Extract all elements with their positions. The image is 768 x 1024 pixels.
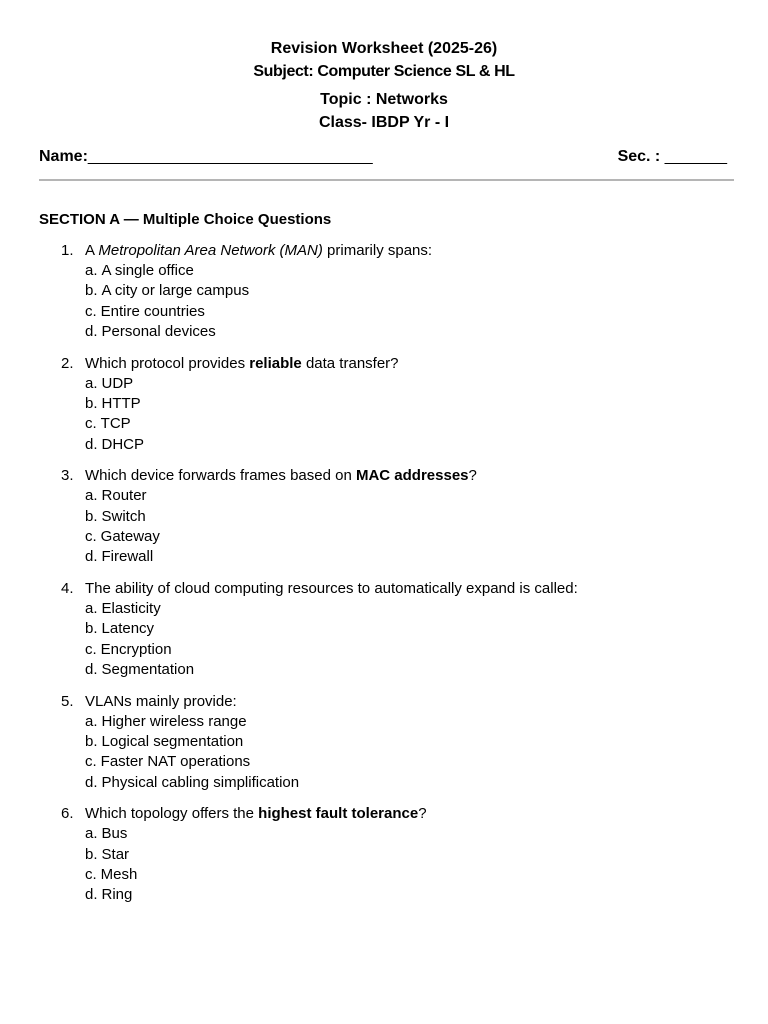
question-item [39, 465, 729, 568]
question-emphasis: MAC addresses [355, 467, 469, 485]
option-label: d. [85, 323, 98, 341]
answer-option[interactable] [85, 824, 729, 844]
sec-blank[interactable]: _______ [664, 148, 727, 165]
question-number: 3. [61, 467, 74, 485]
sec-label: Sec. : [617, 148, 661, 165]
answer-option[interactable] [85, 394, 729, 414]
option-text: UDP [101, 374, 134, 392]
answer-option[interactable] [85, 773, 729, 793]
option-text: Faster NAT operations [100, 753, 251, 771]
answer-option[interactable] [85, 712, 729, 732]
question-suffix: ? [418, 805, 427, 823]
question-prefix: Which topology offers the [85, 805, 259, 823]
option-label: a. [85, 825, 98, 843]
question-prefix: VLANs mainly provide: [85, 692, 237, 710]
option-label: d. [85, 886, 98, 904]
question-number: 6. [61, 805, 74, 823]
question-item [39, 803, 729, 906]
question-number: 2. [61, 354, 74, 372]
option-text: Segmentation [101, 661, 195, 679]
answer-option[interactable] [85, 885, 729, 905]
question-prefix: A [85, 242, 99, 259]
option-text: A single office [101, 262, 194, 279]
worksheet-title: Revision Worksheet (2025-26) [270, 40, 498, 57]
question-number: 1. [61, 242, 74, 259]
question-number: 5. [61, 692, 74, 710]
question-item [39, 578, 729, 681]
option-label: a. [85, 374, 98, 392]
option-text: Star [101, 845, 130, 863]
answer-option[interactable] [85, 507, 729, 527]
option-label: c. [85, 415, 97, 433]
answer-option[interactable] [85, 845, 729, 865]
option-text: TCP [100, 415, 131, 433]
option-text: Higher wireless range [101, 712, 247, 730]
option-text: DHCP [101, 435, 145, 453]
option-label: d. [85, 773, 98, 791]
option-label: b. [85, 282, 98, 300]
answer-option[interactable] [85, 281, 729, 301]
subject-line: Subject: Computer Science SL & HL [253, 63, 515, 80]
option-text: Ring [101, 886, 133, 904]
question-text [85, 578, 729, 599]
answer-option[interactable] [85, 732, 729, 752]
option-label: b. [85, 620, 98, 638]
name-field[interactable] [39, 146, 373, 168]
question-emphasis: highest fault tolerance [258, 805, 419, 823]
option-label: a. [85, 262, 98, 279]
option-label: d. [85, 435, 98, 453]
answer-option[interactable] [85, 599, 729, 619]
question-item [39, 691, 729, 794]
question-emphasis: Metropolitan Area Network (MAN) [98, 242, 323, 259]
topic-line: Topic : Networks [320, 91, 448, 108]
question-suffix: primarily spans: [322, 242, 433, 259]
option-label: c. [85, 302, 97, 320]
option-text: Firewall [101, 548, 154, 566]
question-prefix: The ability of cloud computing resources to automatically expand is called: [85, 579, 578, 597]
option-text: A city or large campus [101, 282, 250, 300]
option-text: Logical segmentation [101, 732, 244, 750]
answer-option[interactable] [85, 527, 729, 547]
answer-option[interactable] [85, 374, 729, 394]
option-text: Personal devices [101, 323, 216, 341]
question-text [85, 803, 729, 824]
question-prefix: Which device forwards frames based on [85, 467, 356, 485]
option-label: b. [85, 845, 98, 863]
question-number: 4. [61, 579, 74, 597]
option-label: d. [85, 661, 98, 679]
header-divider [39, 179, 734, 181]
option-label: c. [85, 528, 97, 546]
question-text [85, 465, 729, 486]
answer-option[interactable] [85, 660, 729, 680]
question-text [85, 353, 729, 374]
answer-option[interactable] [85, 322, 729, 342]
answer-option[interactable] [85, 302, 729, 322]
option-text: Gateway [100, 528, 160, 546]
question-list [39, 240, 729, 916]
answer-option[interactable] [85, 640, 729, 660]
option-text: Switch [101, 507, 146, 525]
option-text: Entire countries [100, 302, 205, 320]
option-text: Encryption [100, 640, 172, 658]
question-suffix: ? [468, 467, 477, 485]
option-text: Latency [101, 620, 155, 638]
option-label: b. [85, 732, 98, 750]
answer-option[interactable] [85, 547, 729, 567]
option-text: Mesh [100, 865, 138, 883]
name-label: Name: [39, 148, 88, 165]
option-text: HTTP [101, 395, 141, 413]
answer-option[interactable] [85, 414, 729, 434]
answer-option[interactable] [85, 261, 729, 281]
question-text [85, 240, 729, 261]
question-text [85, 691, 729, 712]
section-a-title: SECTION A — Multiple Choice Questions [39, 211, 332, 228]
option-label: c. [85, 753, 97, 771]
option-label: b. [85, 507, 98, 525]
question-prefix: Which protocol provides [85, 354, 250, 372]
question-emphasis: reliable [249, 354, 302, 372]
answer-option[interactable] [85, 619, 729, 639]
option-text: Router [101, 487, 147, 505]
answer-option[interactable] [85, 865, 729, 885]
question-item [39, 353, 729, 456]
section-field[interactable] [618, 146, 727, 168]
option-label: a. [85, 712, 98, 730]
question-item [39, 240, 729, 343]
option-text: Physical cabling simplification [101, 773, 300, 791]
question-suffix: data transfer? [301, 354, 399, 372]
option-label: a. [85, 599, 98, 617]
option-label: d. [85, 548, 98, 566]
option-text: Elasticity [101, 599, 161, 617]
class-line: Class- IBDP Yr - I [318, 114, 450, 131]
option-text: Bus [101, 825, 128, 843]
answer-option[interactable] [85, 435, 729, 455]
option-label: c. [85, 640, 97, 658]
option-label: c. [85, 865, 97, 883]
answer-option[interactable] [85, 752, 729, 772]
option-label: a. [85, 487, 98, 505]
name-blank[interactable]: ________________________________ [87, 148, 373, 165]
answer-option[interactable] [85, 486, 729, 506]
option-label: b. [85, 395, 98, 413]
